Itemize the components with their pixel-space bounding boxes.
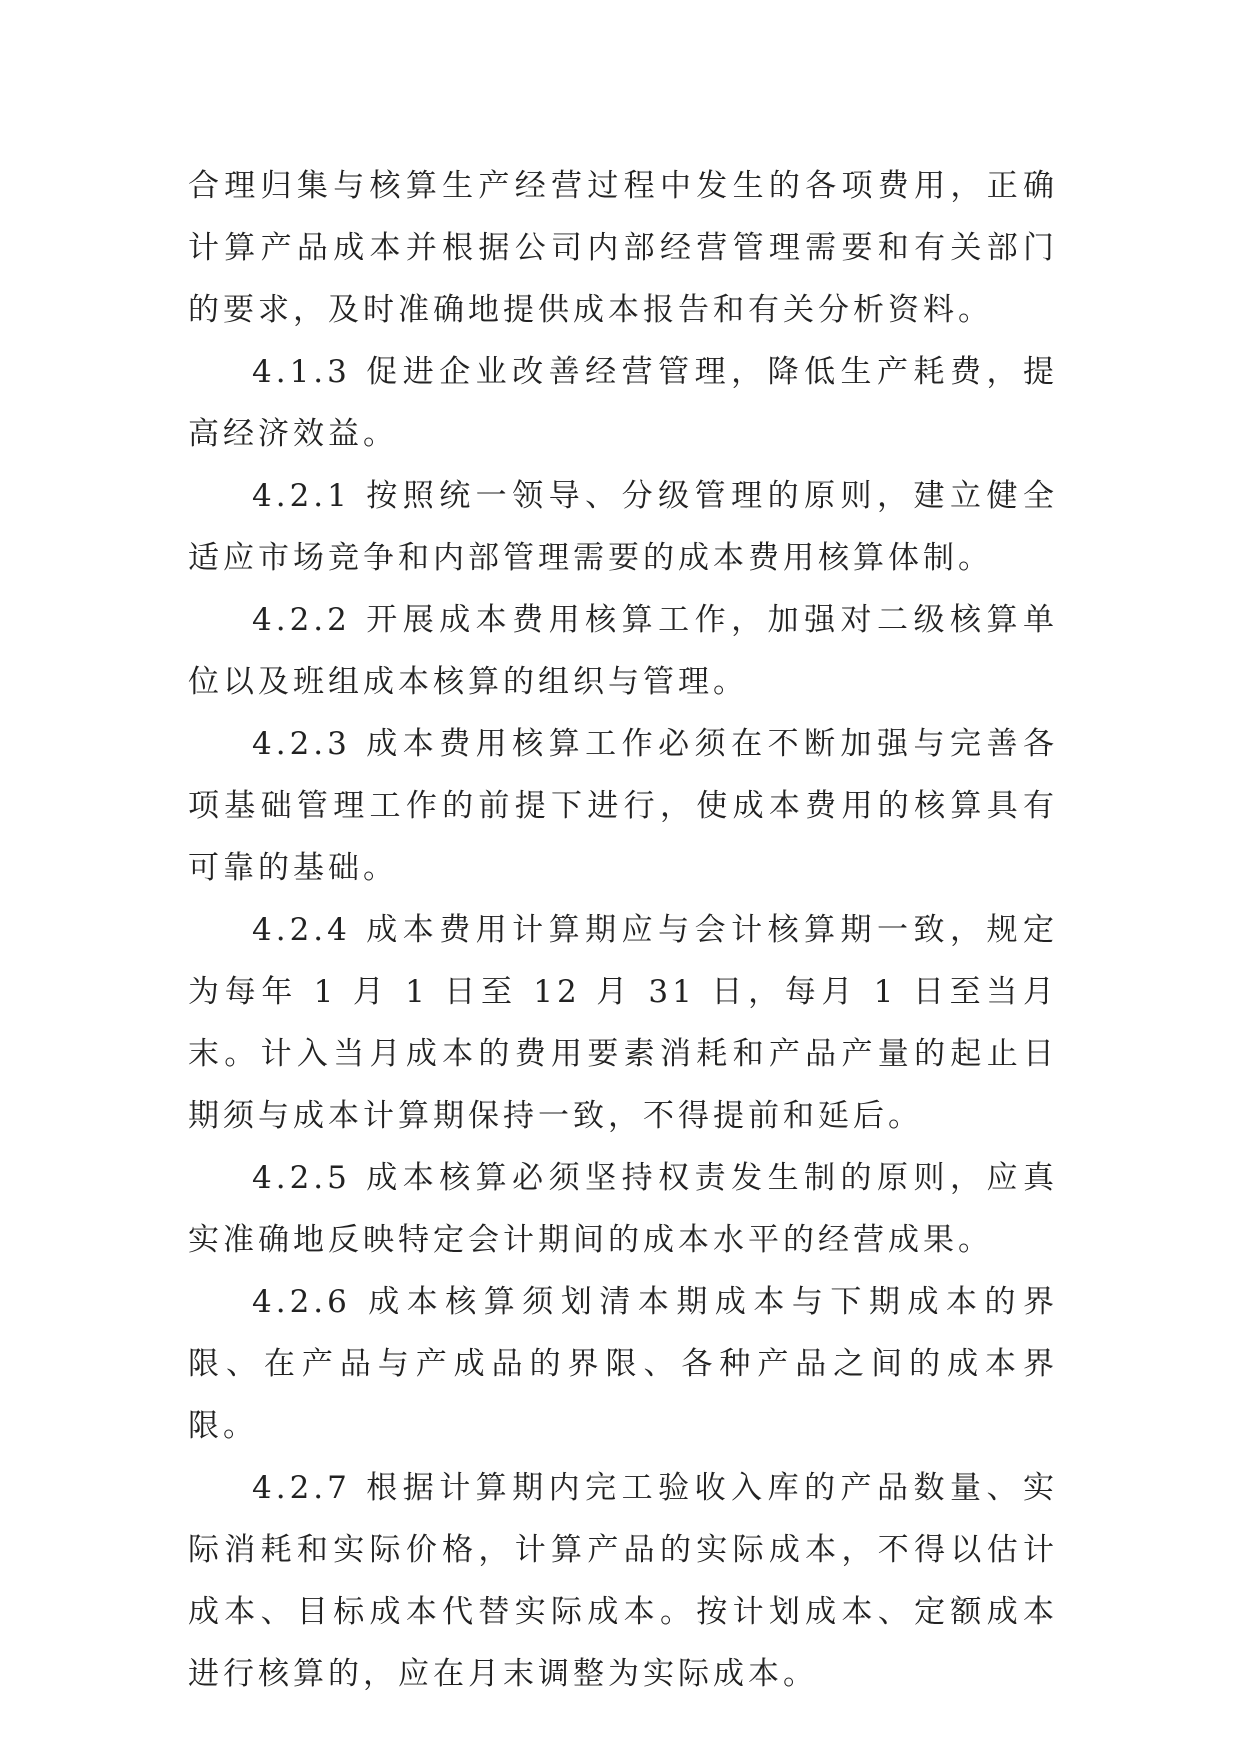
document-body	[188, 155, 1058, 1705]
paragraph-4-2-5: 4.2.5 成本核算必须坚持权责发生制的原则，应真实准确地反映特定会计期间的成本水平的经营成果。	[188, 1160, 1058, 1258]
paragraph-4-2-1: 4.2.1 按照统一领导、分级管理的原则，建立健全适应市场竞争和内部管理需要的成本费用核算体制。	[188, 478, 1058, 576]
paragraph-continuation: 合理归集与核算生产经营过程中发生的各项费用，正确计算产品成本并根据公司内部经营管理需要和有关部门的要求，及时准确地提供成本报告和有关分析资料。	[188, 168, 1058, 328]
paragraph-4-2-3: 4.2.3 成本费用核算工作必须在不断加强与完善各项基础管理工作的前提下进行，使成本费用的核算具有可靠的基础。	[188, 726, 1058, 886]
paragraph-4-2-2: 4.2.2 开展成本费用核算工作，加强对二级核算单位以及班组成本核算的组织与管理。	[188, 602, 1058, 700]
paragraph-4-2-7: 4.2.7 根据计算期内完工验收入库的产品数量、实际消耗和实际价格，计算产品的实际成本，不得以估计成本、目标成本代替实际成本。按计划成本、定额成本进行核算的，应在月末调整为实际成本。	[188, 1470, 1058, 1692]
paragraph-4-1-3: 4.1.3 促进企业改善经营管理，降低生产耗费，提高经济效益。	[188, 354, 1058, 452]
paragraph-4-2-4: 4.2.4 成本费用计算期应与会计核算期一致，规定为每年 1 月 1 日至 12 月 31 日，每月 1 日至当月末。计入当月成本的费用要素消耗和产品产量的起止日期须与成本计算期保持一致，不得提前和延后。	[188, 912, 1058, 1134]
paragraph-4-2-6: 4.2.6 成本核算须划清本期成本与下期成本的界限、在产品与产成品的界限、各种产品之间的成本界限。	[188, 1284, 1058, 1444]
